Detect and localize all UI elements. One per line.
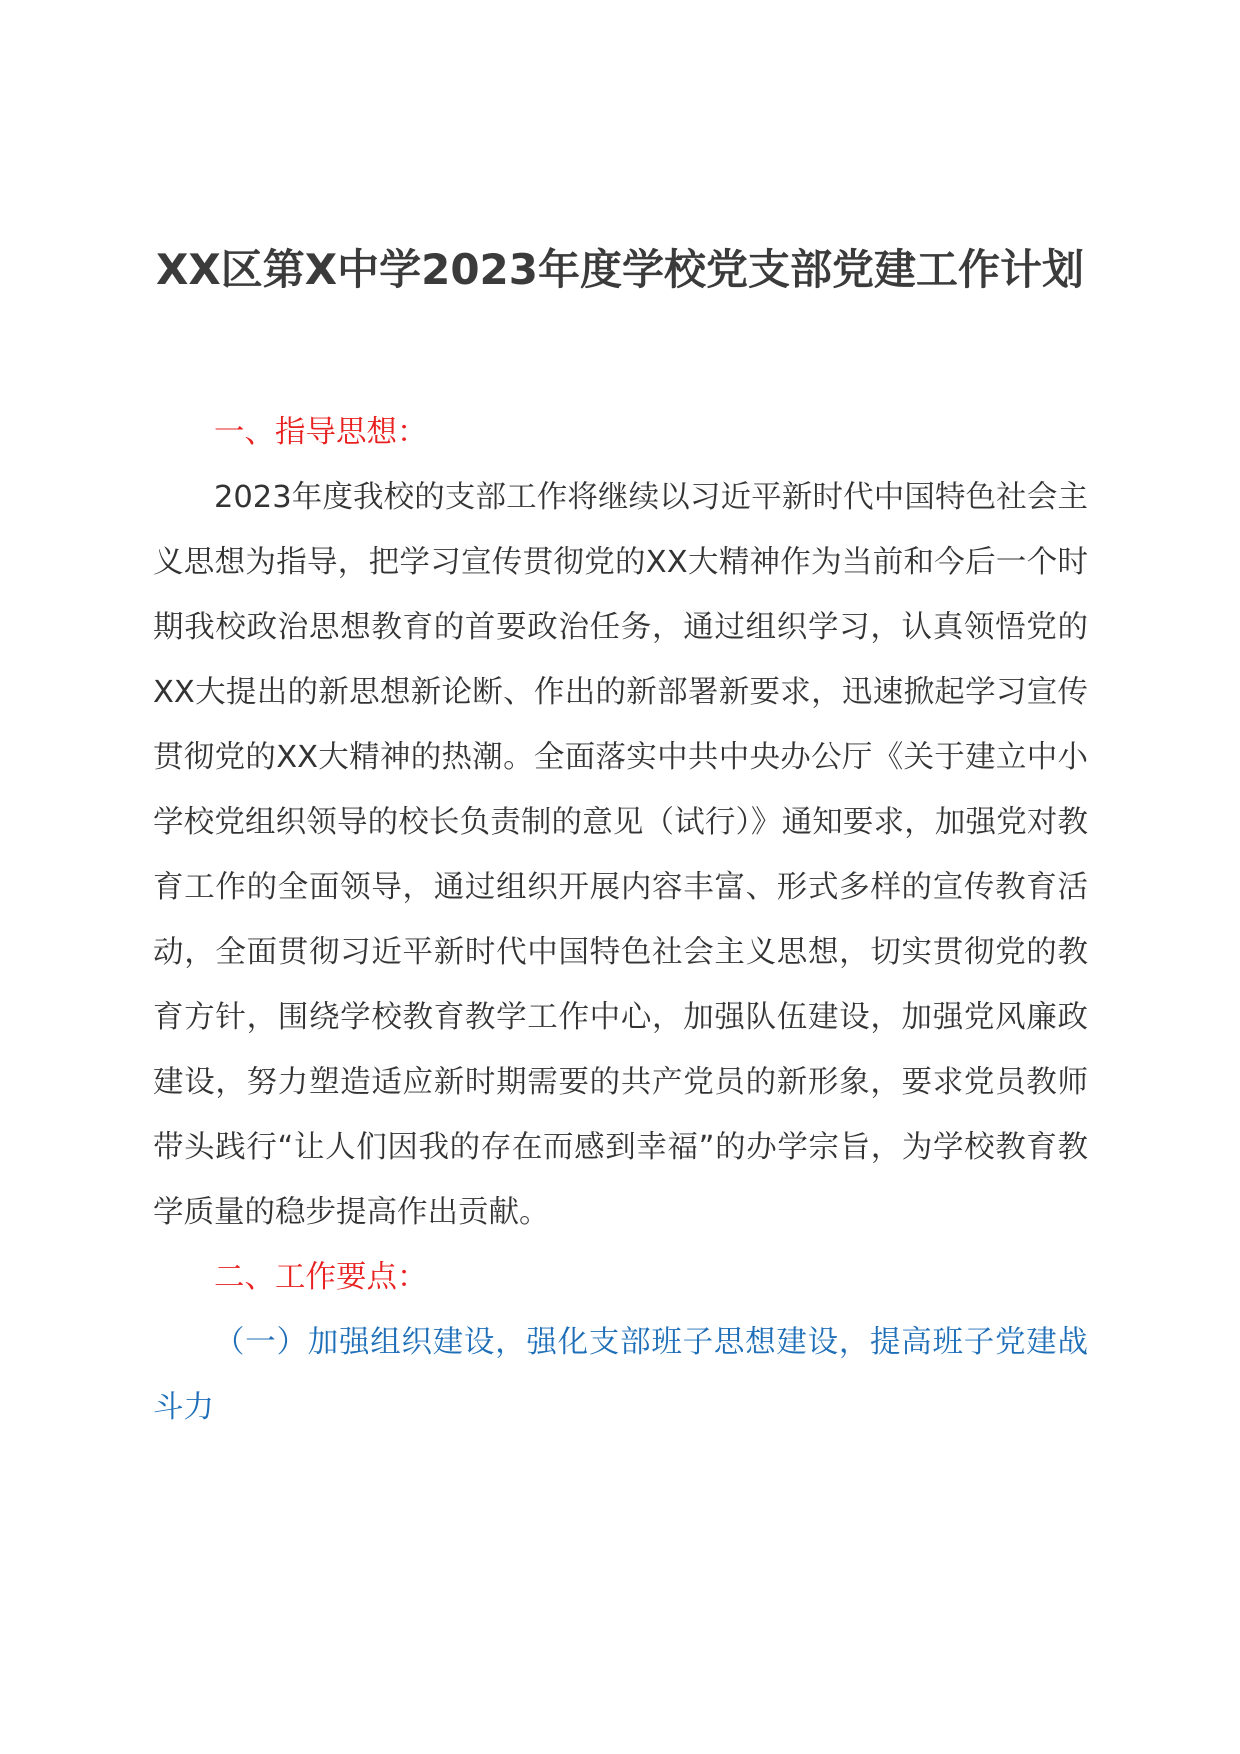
subsection-heading-organization-building: （一）加强组织建设，强化支部班子思想建设，提高班子党建战斗力 bbox=[153, 1325, 1088, 1425]
document-title: XX区第X中学2023年度学校党支部党建工作计划 bbox=[155, 245, 1085, 294]
section-heading-work-points: 二、工作要点： bbox=[214, 1260, 428, 1295]
document-content bbox=[153, 400, 1088, 1440]
guiding-ideology-paragraph: 2023年度我校的支部工作将继续以习近平新时代中国特色社会主义思想为指导，把学习宣传贯彻党的XX大精神作为当前和今后一个时期我校政治思想教育的首要政治任务，通过组织学习，认真领悟党的XX大提出的新思想新论断、作出的新部署新要求，迅速掀起学习宣传贯彻党的XX大精神的热潮。全面落实中共中央办公厅《关于建立中小学校党组织领导的校长负责制的意见（试行）》通知要求，加强党对教育工作的全面领导，通过组织开展内容丰富、形式多样的宣传教育活动，全面贯彻习近平新时代中国特色社会主义思想，切实贯彻党的教育方针，围绕学校教育教学工作中心，加强队伍建设，加强党风廉政建设，努力塑造适应新时期需要的共产党员的新形象，要求党员教师带头践行“让人们因我的存在而感到幸福”的办学宗旨，为学校教育教学质量的稳步提高作出贡献。 bbox=[153, 480, 1088, 1230]
section-heading-guiding-ideology: 一、指导思想： bbox=[214, 415, 428, 450]
